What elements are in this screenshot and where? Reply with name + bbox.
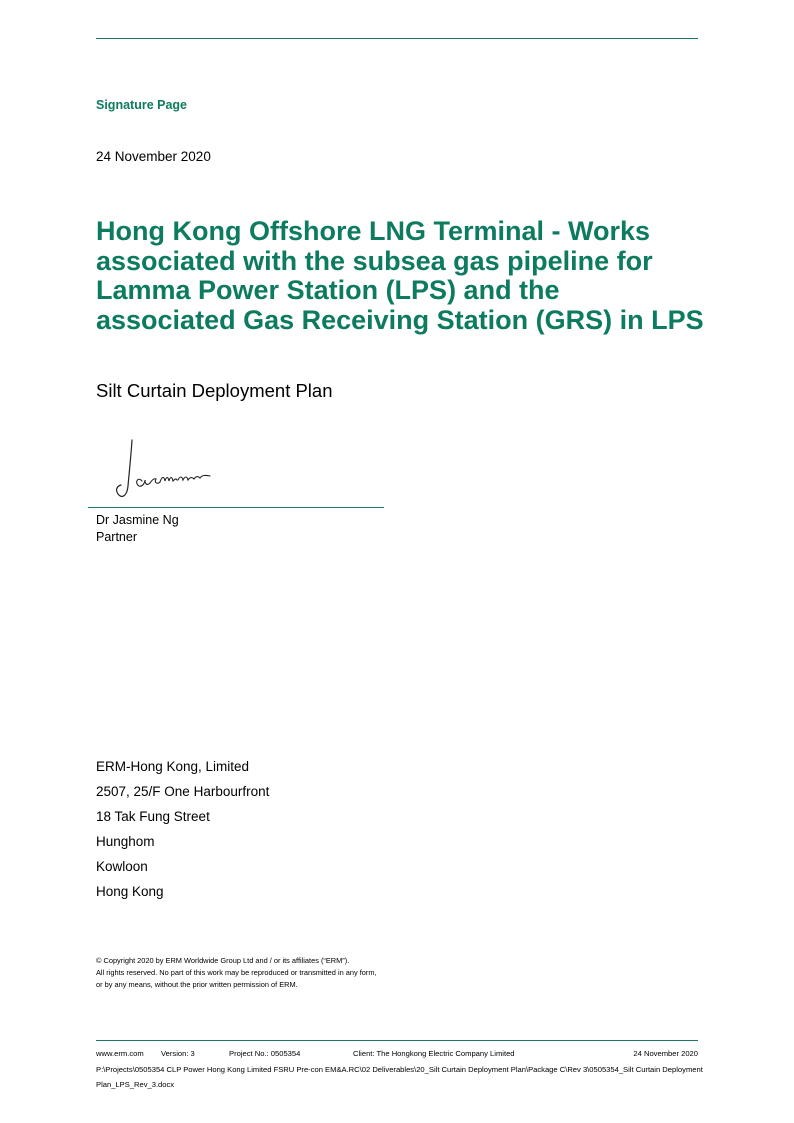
footer-project-number: Project No.: 0505354 xyxy=(229,1049,301,1058)
footer-website: www.erm.com xyxy=(96,1049,144,1058)
signatory-title: Partner xyxy=(96,530,137,544)
address-line-region: Kowloon xyxy=(96,859,148,874)
section-label: Signature Page xyxy=(96,98,187,112)
address-line-street: 18 Tak Fung Street xyxy=(96,809,210,824)
footer-version: Version: 3 xyxy=(161,1049,195,1058)
footer-file-path: P:\Projects\0505354 CLP Power Hong Kong Limited FSRU Pre-con EM&A.RC\02 Deliverables\20_Silt Curtain Deployment Plan\Package C\Rev 3\0505354_Silt Curtain Deployment Plan_LPS_Rev_3.docx xyxy=(96,1065,703,1089)
copyright-line: All rights reserved. No part of this work may be reproduced or transmitted in any form, xyxy=(96,968,377,977)
address-line-country: Hong Kong xyxy=(96,884,164,899)
handwritten-signature xyxy=(112,436,222,502)
copyright-notice xyxy=(96,955,377,991)
footer-client: Client: The Hongkong Electric Company Limited xyxy=(353,1049,515,1058)
signatory-name: Dr Jasmine Ng xyxy=(96,513,179,527)
header-rule xyxy=(96,38,698,39)
copyright-line: or by any means, without the prior written permission of ERM. xyxy=(96,980,298,989)
signature-line xyxy=(88,507,384,508)
copyright-line: © Copyright 2020 by ERM Worldwide Group Ltd and / or its affiliates (“ERM”). xyxy=(96,956,350,965)
document-title: Hong Kong Offshore LNG Terminal - Works associated with the subsea gas pipeline for Lamma Power Station (LPS) and the associated Gas Receiving Station (GRS) in LPS xyxy=(96,216,704,335)
document-date: 24 November 2020 xyxy=(96,149,211,164)
address-line-building: 2507, 25/F One Harbourfront xyxy=(96,784,270,799)
address-line-company: ERM-Hong Kong, Limited xyxy=(96,759,250,774)
footer-date: 24 November 2020 xyxy=(633,1049,698,1058)
footer-rule xyxy=(96,1040,698,1041)
address-line-district: Hunghom xyxy=(96,834,155,849)
document-subtitle: Silt Curtain Deployment Plan xyxy=(96,380,333,401)
